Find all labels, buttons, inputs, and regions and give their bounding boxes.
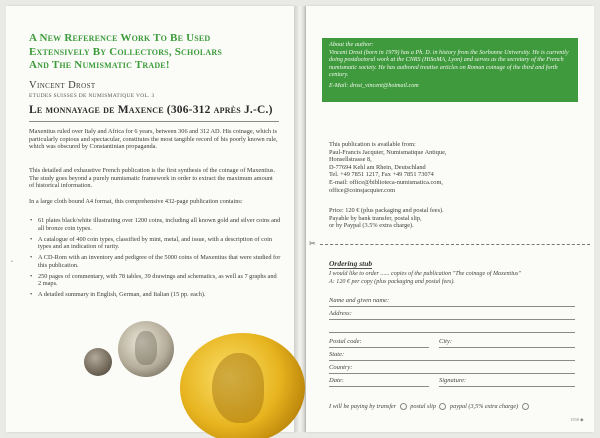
list-item: • A catalogue of 400 coin types, classified by mint, metal, and issue, with a description of coin types and an indication of rarity. bbox=[29, 236, 281, 251]
postal-code-field[interactable] bbox=[329, 339, 429, 348]
postal-slip-radio[interactable] bbox=[439, 403, 446, 410]
country-field[interactable] bbox=[329, 365, 575, 374]
availability-line: office@coinsjacquier.com bbox=[329, 186, 396, 194]
availability-block bbox=[329, 141, 569, 194]
address-field-label: Address: bbox=[329, 310, 352, 317]
postal-code-label: Postal code: bbox=[329, 338, 362, 345]
margin-mark: • bbox=[11, 260, 13, 265]
price-line: Price: 120 € (plus packaging and postal fees). bbox=[329, 207, 444, 214]
bronze-coin-image bbox=[84, 348, 112, 376]
intro-paragraph: Maxentius ruled over Italy and Africa for 6 years, between 306 and 312 AD. His coinage, which is particularly copious and spectacular, constitutes the most tangible record of his poorly known rule, which was obscured by Constantinian propaganda. bbox=[29, 128, 278, 151]
cut-line bbox=[306, 241, 594, 249]
availability-line: Tel. +49 7851 1217, Fax +49 7851 73074 bbox=[329, 171, 434, 179]
headline-line: Extensively By Collectors, Scholars bbox=[29, 45, 223, 58]
availability-line: Paul-Francis Jacquier, Numismatique Antique, bbox=[329, 148, 447, 156]
synthesis-paragraph: This detailed and exhaustive French publication is the first synthesis of the coinage of Maxentius. The study goes beyond a purely numismatic framework in order to extract the maximum amount of historical information. bbox=[29, 167, 276, 190]
transfer-radio[interactable] bbox=[400, 403, 407, 410]
order-line: I would like to order ...... copies of the publication "The coinage of Maxentius" bbox=[329, 271, 521, 277]
state-field[interactable] bbox=[329, 352, 575, 361]
city-label: City: bbox=[439, 338, 452, 345]
scissors-icon: ✂ bbox=[309, 239, 316, 248]
contents-list bbox=[29, 217, 281, 302]
name-field-label: Name and given name: bbox=[329, 297, 390, 304]
list-item: • 250 pages of commentary, with 78 tables, 39 drawings and schematics, as well as 7 graphs and 2 maps. bbox=[29, 273, 281, 288]
price-line: Payable by bank transfer, postal slip, bbox=[329, 214, 422, 222]
date-label: Date: bbox=[329, 377, 344, 384]
paypal-radio[interactable] bbox=[522, 403, 529, 410]
headline-line: A New Reference Work To Be Used bbox=[29, 32, 211, 44]
price-block bbox=[329, 207, 569, 230]
series-label: ETUDES SUISSES DE NUMISMATIQUE VOL. 3 bbox=[29, 93, 155, 99]
page-number: 1550 ◆ bbox=[570, 417, 584, 422]
list-item: • 61 plates black/white illustrating over 1200 coins, including all known gold and silver coins and all bronze coin types. bbox=[29, 217, 281, 232]
ordering-stub-title: Ordering stub bbox=[329, 259, 373, 268]
availability-line: Honsellstrasse 8, bbox=[329, 156, 372, 164]
signature-label: Signature: bbox=[439, 377, 467, 384]
city-field[interactable] bbox=[439, 339, 575, 348]
address-field[interactable] bbox=[329, 311, 575, 320]
postal-slip-label: postal slip bbox=[410, 403, 436, 410]
state-label: State: bbox=[329, 351, 345, 358]
book-title: Le monnayage de Maxence (306-312 après J.-C.) bbox=[29, 104, 273, 116]
paypal-label: paypal (3,5% extra charge) bbox=[450, 403, 519, 410]
order-price-line: A: 120 € per copy (plus packaging and postal fees). bbox=[329, 278, 455, 285]
about-author-box bbox=[322, 38, 578, 102]
gold-coin-image bbox=[180, 333, 305, 438]
list-item: • A detailed summary in English, German, and Italian (15 pp. each). bbox=[29, 291, 281, 299]
country-label: Country: bbox=[329, 364, 353, 371]
signature-field[interactable] bbox=[439, 378, 575, 387]
headline bbox=[29, 32, 279, 73]
about-author-text: Vincent Drost (born in 1979) has a Ph. D. in history from the Sorbonne University. He is currently doing postdoctoral work at the CNRS (HiSoMA, Lyon) and serves as the secretary of the French numismatic society. He has authored treatise articles on Roman coinage of the third and forth century. bbox=[329, 49, 569, 79]
about-author-heading: About the author: bbox=[329, 41, 374, 48]
availability-line: D-77694 Kehl am Rhein, Deutschland bbox=[329, 163, 426, 171]
author-email: E-Mail: drost_vincent@hotmail.com bbox=[329, 82, 419, 89]
dashed-cut-line bbox=[320, 244, 590, 245]
date-field[interactable] bbox=[329, 378, 429, 387]
availability-line: This publication is available from: bbox=[329, 141, 416, 148]
payment-prefix: I will be paying by transfer bbox=[329, 403, 397, 410]
address-line-2-field[interactable] bbox=[329, 324, 575, 333]
list-item: • A CD-Rom with an inventory and pedigree of the 5000 coins of Maxentius that were studied for this publication. bbox=[29, 254, 281, 269]
silver-coin-image bbox=[118, 321, 174, 377]
order-description bbox=[329, 271, 579, 286]
payment-options bbox=[329, 403, 589, 410]
title-divider bbox=[29, 121, 279, 122]
price-line: or by Paypal (3.5% extra charge). bbox=[329, 222, 414, 230]
availability-line: E-mail: office@biblioteca-numismatica.com, bbox=[329, 178, 443, 186]
format-paragraph: In a large cloth bound A4 format, this comprehensive 432-page publication contains: bbox=[29, 198, 243, 205]
name-field[interactable] bbox=[329, 298, 575, 307]
author-name: Vincent Drost bbox=[29, 80, 96, 91]
headline-line: And The Numismatic Trade! bbox=[29, 59, 170, 71]
